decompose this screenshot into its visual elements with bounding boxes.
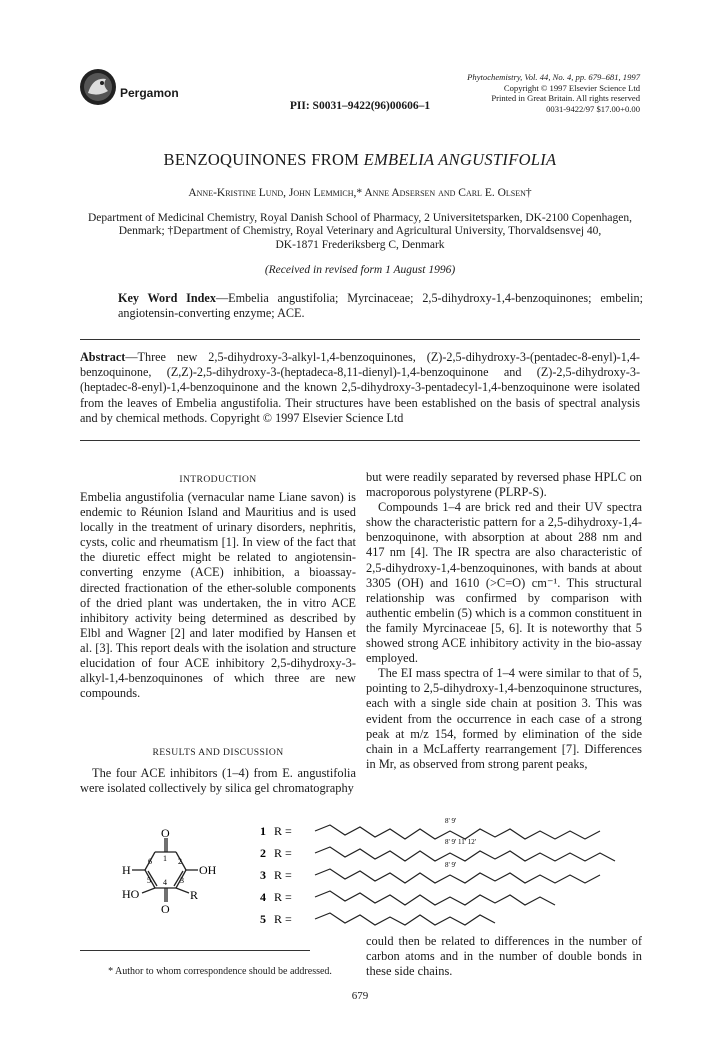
title-italic: EMBELIA ANGUSTIFOLIA (363, 150, 557, 169)
atom-o-top: O (161, 826, 170, 840)
compound-number: 2 (260, 846, 266, 860)
paragraph: The EI mass spectra of 1–4 were similar to that of 5, pointing to 2,5-dihydroxy-1,4-benzoquinone structures, each with a single side chain at position 3. This was evident from the occurrence in each case of a strong peak at m/z 154, formed by elimination of the side chain in a McLafferty rearrangement [7]. Differences in Mr, as observed from strong parent peaks, (366, 666, 642, 771)
r-group-chains (260, 817, 650, 926)
atom-o-bottom: O (161, 902, 170, 916)
r-label: R = (274, 846, 292, 860)
introduction-text: Embelia angustifolia (vernacular name Liane savon) is endemic to Réunion Island and Mauritius and is used locally in the treatment of urinary disorders, nephritis, cysts, colic and rheumatism [1]. In view of the fact that the diuretic effect might be related to angiotensin-converting enzyme (ACE) inhibition, a bioassay-directed fractionation of the ether-soluble components of the dried plant was undertaken, the in vitro ACE inhibitory activity being determined as described by Elbl and Wagner [2] and later modified by Hansen et al. [3]. This report deals with the isolation and structure elucidation of four ACE inhibitory 2,5-dihydroxy-3-alkyl-1,4-benzoquinones of which three are new compounds. (80, 490, 356, 701)
results-text: The four ACE inhibitors (1–4) from E. angustifolia were isolated collectively by silica gel chromatography (80, 766, 356, 796)
footnote-rule (80, 950, 310, 951)
abstract-bottom-rule (80, 440, 640, 441)
paragraph: Compounds 1–4 are brick red and their UV spectra show the characteristic pattern for a 2,5-dihydroxy-1,4-benzoquinone, with absorption at about 288 nm and 417 nm [4]. The IR spectra are also characteristic of 2,5-dihydroxy-1,4-benzoquinones, with bands at about 3305 (OH) and 1610 (>C=O) cm⁻¹. This structural relationship was confirmed by comparison with authentic embelin (5) which is a common constituent in the family Myrcinaceae [5, 6]. It is noteworthy that 5 showed strong ACE inhibitory activity in the bio-assay employed. (366, 500, 642, 666)
affiliations (75, 212, 645, 252)
keywords-label: Key Word Index (118, 291, 216, 305)
affiliation-line: Denmark; †Department of Chemistry, Royal Veterinary and Agricultural University, Thorvaldsensvej 40, (118, 225, 602, 238)
article-title (0, 150, 720, 170)
footnote: * Author to whom correspondence should be addressed. (108, 966, 332, 977)
compound-number: 5 (260, 912, 266, 926)
atom-oh: OH (199, 863, 217, 877)
introduction-heading: INTRODUCTION (179, 474, 257, 485)
abstract (80, 350, 640, 426)
r-label: R = (274, 890, 292, 904)
position-labels: 8' 9' 11' 12' (445, 838, 477, 846)
side-chain-1 (315, 825, 600, 839)
compound-number: 3 (260, 868, 266, 882)
issn-line: 0031-9422/97 $17.00+0.00 (546, 103, 640, 114)
ring-number: 3 (180, 876, 184, 885)
abstract-top-rule (80, 339, 640, 340)
results-heading: RESULTS AND DISCUSSION (152, 747, 284, 758)
ring-number: 5 (147, 876, 151, 885)
benzoquinone-structure (110, 826, 220, 930)
keywords-text: —Embelia angustifolia; Myrcinaceae; 2,5-dihydroxy-1,4-benzoquinones; embelin; angiotensin-converting enzyme; ACE. (118, 291, 643, 320)
journal-citation: Phytochemistry, Vol. 44, No. 4, pp. 679–681, 1997 (467, 72, 640, 82)
affiliation-line: DK-1871 Frederiksberg C, Denmark (275, 238, 445, 251)
position-labels: 8' 9' (445, 861, 457, 869)
r-label: R = (274, 824, 292, 838)
page-number: 679 (351, 990, 369, 1002)
compound-number: 4 (260, 890, 266, 904)
side-chain-2 (315, 847, 615, 861)
keyword-index (118, 291, 643, 321)
abstract-label: Abstract (80, 350, 126, 364)
right-column-continuation: could then be related to differences in the number of carbon atoms and in the number of double bonds in these side chains. (366, 934, 642, 979)
copyright-line: Copyright © 1997 Elsevier Science Ltd (503, 82, 640, 93)
r-label: R = (274, 912, 292, 926)
position-labels: 8' 9' (445, 817, 457, 825)
title-main: BENZOQUINONES FROM (163, 150, 364, 169)
affiliation-line: Department of Medicinal Chemistry, Royal Danish School of Pharmacy, 2 Universitetsparken, DK-2100 Copenhagen, (88, 212, 632, 224)
ring-number: 1 (163, 854, 167, 863)
authors: Anne-Kristine Lund, John Lemmich,* Anne Adsersen and Carl E. Olsen† (188, 187, 532, 199)
ring-number: 6 (148, 857, 152, 866)
side-chain-5 (315, 913, 495, 925)
paragraph: but were readily separated by reversed phase HPLC on macroporous polystyrene (PLRP-S). (366, 470, 642, 500)
publisher-name: Pergamon (120, 86, 179, 100)
atom-ho: HO (122, 887, 140, 901)
abstract-text: —Three new 2,5-dihydroxy-3-alkyl-1,4-benzoquinones, (Z)-2,5-dihydroxy-3-(pentadec-8-enyl)-1,4-benzoquinone, (Z,Z)-2,5-dihydroxy-3-(heptadeca-8,11-dienyl)-1,4-benzoquinone and (Z)-2,5-dihydroxy-3-(heptadec-8-enyl)-1,4-benzoquinone and the known 2,5-dihydroxy-3-pentadecyl-1,4-benzoquinone were isolated from the leaves of Embelia angustifolia. Their structures have been established on the basis of spectral analysis and by chemical methods. Copyright © 1997 Elsevier Science Ltd (80, 350, 640, 425)
compound-number: 1 (260, 824, 266, 838)
side-chain-4 (315, 891, 555, 905)
atom-h: H (122, 863, 131, 877)
pii-identifier: PII: S0031–9422(96)00606–1 (289, 100, 431, 112)
right-column-text (366, 470, 642, 772)
received-date: (Received in revised form 1 August 1996) (264, 264, 456, 276)
r-label: R = (274, 868, 292, 882)
side-chain-3 (315, 869, 600, 883)
atom-r: R (190, 888, 199, 902)
ring-number: 4 (163, 878, 167, 887)
ring-number: 2 (178, 857, 182, 866)
printed-line: Printed in Great Britain. All rights reserved (491, 93, 640, 103)
